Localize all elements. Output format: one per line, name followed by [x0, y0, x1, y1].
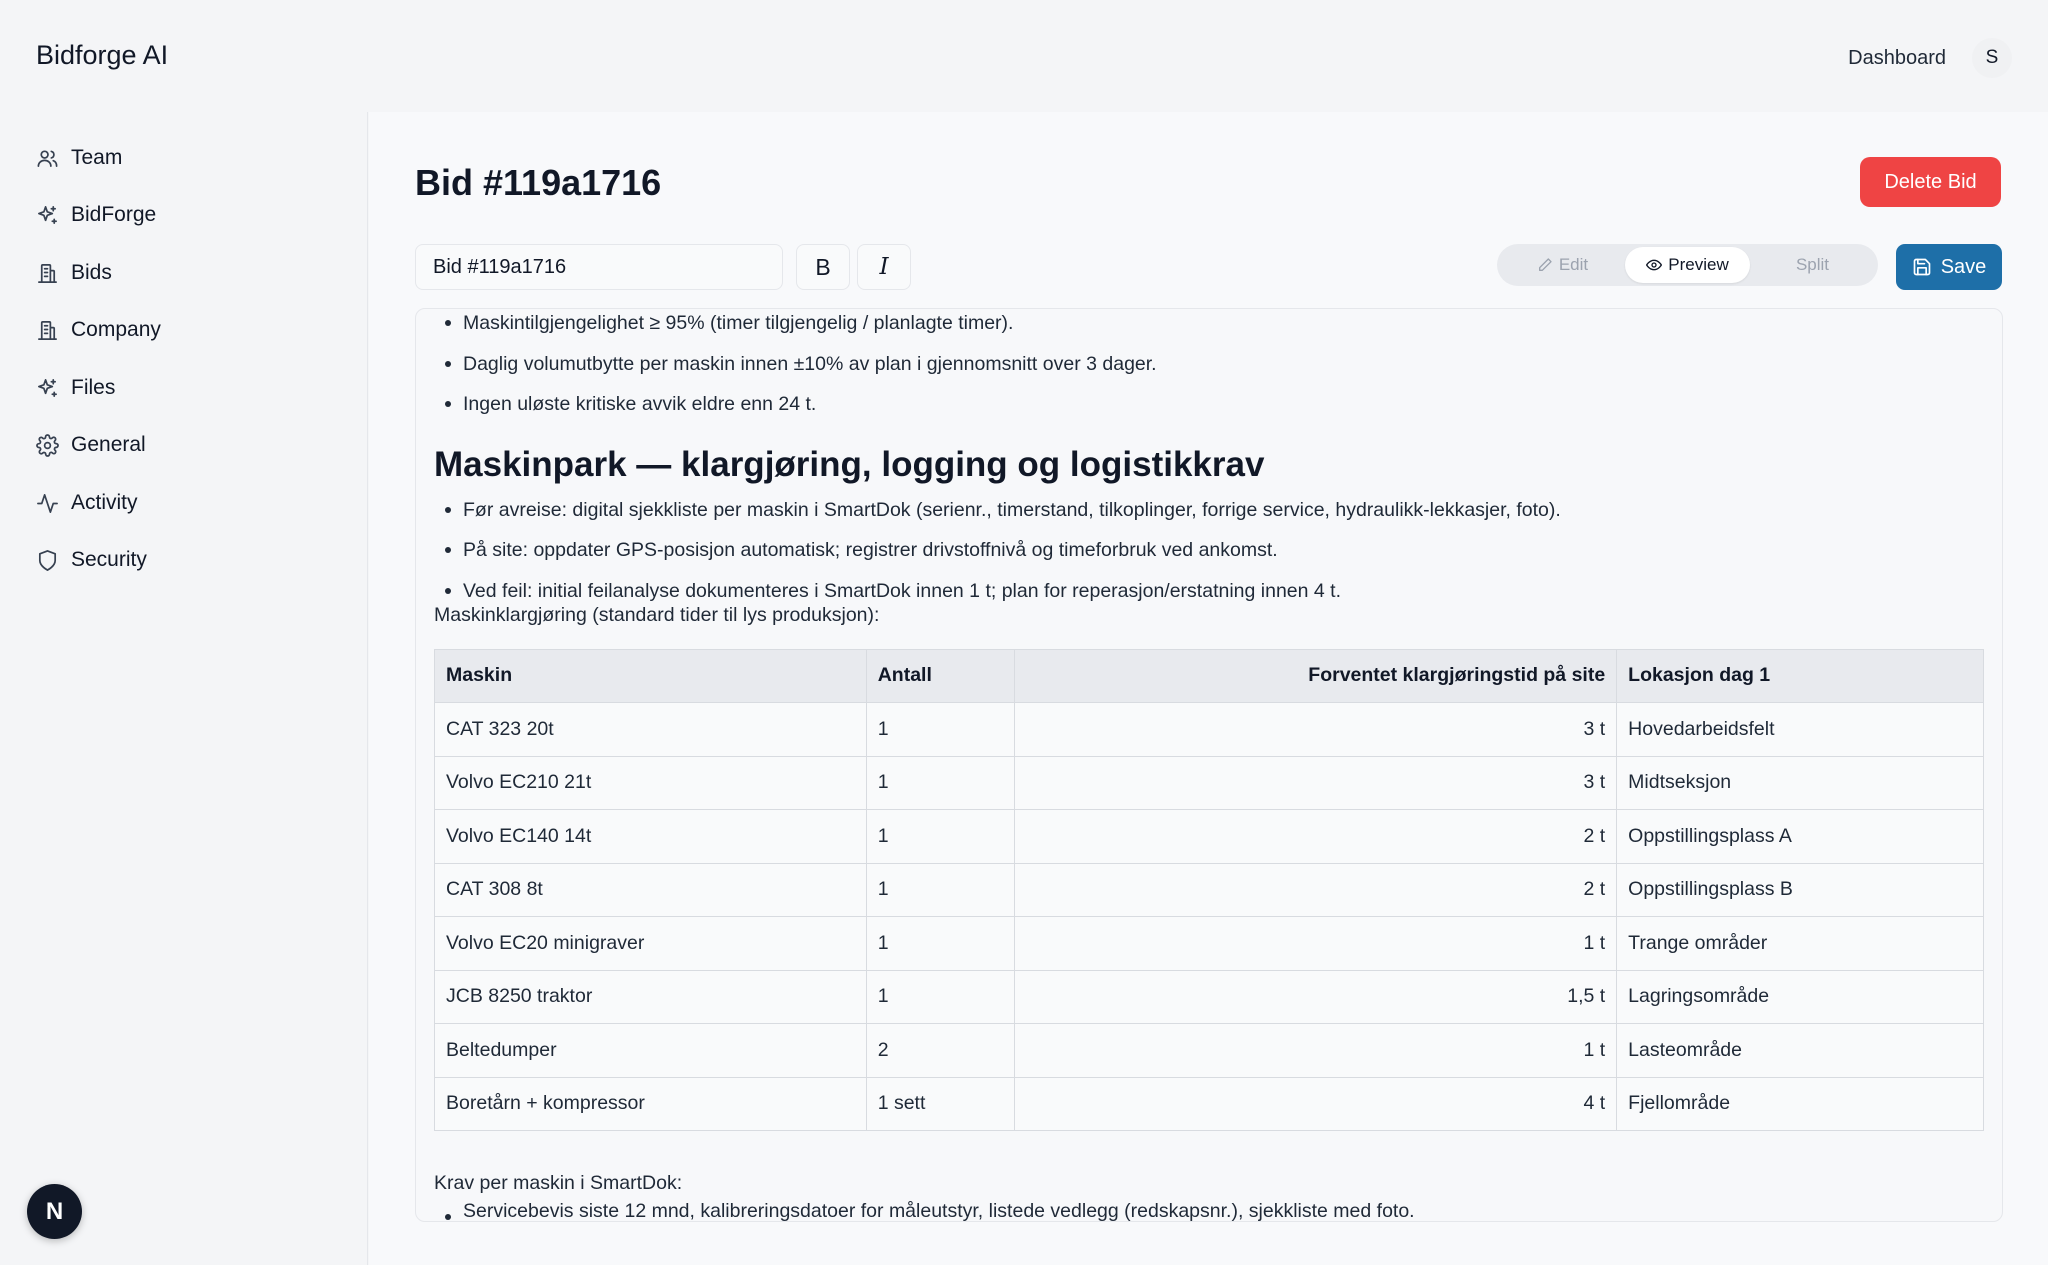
table-cell: Fjellområde: [1617, 1077, 1984, 1131]
sidebar-item-label: Bids: [71, 261, 112, 284]
building-icon: [36, 319, 59, 342]
table-cell: Oppstillingsplass A: [1617, 810, 1984, 864]
list-item: Ingen uløste kritiske avvik eldre enn 24 t.: [434, 384, 1986, 425]
save-button[interactable]: [1896, 244, 2002, 290]
sidebar-item-label: General: [71, 433, 146, 456]
table-cell: 1: [866, 917, 1014, 971]
sidebar-item-general[interactable]: [36, 433, 146, 457]
dev-tools-badge[interactable]: N: [27, 1184, 82, 1239]
table-row: [435, 1024, 1984, 1078]
table-cell: CAT 308 8t: [435, 863, 867, 917]
table-cell: Oppstillingsplass B: [1617, 863, 1984, 917]
section-heading: Maskinpark — klargjøring, logging og logistikkrav: [434, 444, 1265, 484]
table-cell: 2 t: [1014, 810, 1617, 864]
table-row: [435, 810, 1984, 864]
table-cell: JCB 8250 traktor: [435, 970, 867, 1024]
preview-content: [434, 308, 1986, 1222]
table-row: [435, 970, 1984, 1024]
table-cell: 1: [866, 970, 1014, 1024]
table-header: Forventet klargjøringstid på site: [1014, 649, 1617, 703]
italic-button[interactable]: I: [857, 244, 911, 290]
sidebar-item-label: BidForge: [71, 203, 157, 226]
sidebar: [0, 112, 368, 1265]
edit-mode-button[interactable]: [1500, 247, 1625, 283]
table-cell: 2 t: [1014, 863, 1617, 917]
sidebar-item-label: Company: [71, 318, 161, 341]
table-cell: 1: [866, 756, 1014, 810]
building-icon: [36, 262, 59, 285]
table-row: [435, 703, 1984, 757]
table-cell: 3 t: [1014, 703, 1617, 757]
table-header: Antall: [866, 649, 1014, 703]
activity-icon: [36, 492, 59, 515]
table-cell: Boretårn + kompressor: [435, 1077, 867, 1131]
table-cell: Beltedumper: [435, 1024, 867, 1078]
sidebar-item-team[interactable]: [36, 146, 122, 170]
table-cell: 1: [866, 863, 1014, 917]
table-cell: 1 t: [1014, 917, 1617, 971]
sidebar-item-label: Files: [71, 376, 116, 399]
sidebar-item-bids[interactable]: [36, 261, 112, 285]
dashboard-link[interactable]: Dashboard: [1848, 46, 1946, 69]
table-intro: Maskinklargjøring (standard tider til lys produksjon):: [434, 603, 880, 626]
edit-mode-label: Edit: [1558, 255, 1589, 274]
shield-icon: [36, 549, 59, 572]
table-row: [435, 1077, 1984, 1131]
table-row: [435, 756, 1984, 810]
table-header: Lokasjon dag 1: [1617, 649, 1984, 703]
requirements-intro: Krav per maskin i SmartDok:: [434, 1172, 683, 1194]
table-cell: 1,5 t: [1014, 970, 1617, 1024]
gear-icon: [36, 434, 59, 457]
table-cell: Lagringsområde: [1617, 970, 1984, 1024]
top-bar: [0, 0, 2048, 112]
app-logo[interactable]: Bidforge AI: [36, 40, 169, 70]
list-item: Maskintilgjengelighet ≥ 95% (timer tilgjengelig / planlagte timer).: [434, 308, 1986, 344]
preview-mode-button[interactable]: [1625, 247, 1750, 283]
table-cell: 1: [866, 703, 1014, 757]
users-icon: [36, 147, 59, 170]
table-cell: 2: [866, 1024, 1014, 1078]
header-actions: [1848, 38, 2012, 78]
page-title: Bid #119a1716: [415, 162, 662, 203]
table-cell: 1: [866, 810, 1014, 864]
machine-table: [434, 649, 1984, 1132]
sparkles-icon: [36, 377, 59, 400]
table-row: [435, 917, 1984, 971]
table-cell: 4 t: [1014, 1077, 1617, 1131]
list-item: Før avreise: digital sjekkliste per maskin i SmartDok (serienr., timerstand, tilkoplinger, forrige service, hydraulikk-lekkasjer, foto).: [434, 490, 1986, 531]
bold-button[interactable]: B: [796, 244, 850, 290]
sidebar-item-security[interactable]: [36, 548, 147, 572]
sidebar-item-label: Security: [71, 548, 147, 571]
bid-title-input[interactable]: [415, 244, 783, 290]
table-cell: CAT 323 20t: [435, 703, 867, 757]
table-row: [435, 863, 1984, 917]
view-mode-toggle: [1497, 244, 1878, 286]
list-item: Daglig volumutbytte per maskin innen ±10% av plan i gjennomsnitt over 3 dager.: [434, 344, 1986, 385]
sidebar-item-company[interactable]: [36, 318, 161, 342]
sidebar-item-files[interactable]: [36, 376, 115, 400]
table-cell: 1 t: [1014, 1024, 1617, 1078]
main-content: [369, 112, 2048, 1265]
table-cell: Trange områder: [1617, 917, 1984, 971]
table-cell: Lasteområde: [1617, 1024, 1984, 1078]
avatar[interactable]: S: [1972, 38, 2012, 78]
list-item: Ved feil: initial feilanalyse dokumenteres i SmartDok innen 1 t; plan for reperasjon/erstatning innen 4 t.: [434, 571, 1986, 601]
table-cell: Hovedarbeidsfelt: [1617, 703, 1984, 757]
table-cell: Volvo EC210 21t: [435, 756, 867, 810]
sidebar-item-activity[interactable]: [36, 491, 138, 515]
list-item: På site: oppdater GPS-posisjon automatisk; registrer drivstoffnivå og timeforbruk ved ankomst.: [434, 530, 1986, 571]
table-cell: 3 t: [1014, 756, 1617, 810]
table-cell: Midtseksjon: [1617, 756, 1984, 810]
save-icon: [1912, 257, 1932, 277]
list-item: Servicebevis siste 12 mnd, kalibreringsdatoer for måleutstyr, listede vedlegg (redskapsnr.), sjekkliste med foto.: [434, 1197, 1986, 1222]
sidebar-item-label: Activity: [71, 491, 138, 514]
sparkles-icon: [36, 204, 59, 227]
save-label: Save: [1940, 255, 1987, 278]
split-mode-button[interactable]: [1750, 247, 1875, 283]
document-preview[interactable]: [415, 308, 2003, 1222]
table-header: Maskin: [435, 649, 867, 703]
preview-mode-label: Preview: [1668, 255, 1729, 274]
table-cell: Volvo EC20 minigraver: [435, 917, 867, 971]
sidebar-item-bidforge[interactable]: [36, 203, 156, 227]
table-cell: 1 sett: [866, 1077, 1014, 1131]
table-cell: Volvo EC140 14t: [435, 810, 867, 864]
pencil-icon: [1537, 257, 1553, 273]
split-mode-label: Split: [1795, 255, 1830, 274]
delete-bid-button[interactable]: Delete Bid: [1860, 157, 2001, 207]
eye-icon: [1646, 257, 1662, 273]
sidebar-item-label: Team: [71, 146, 123, 169]
table-header-row: [435, 649, 1984, 703]
